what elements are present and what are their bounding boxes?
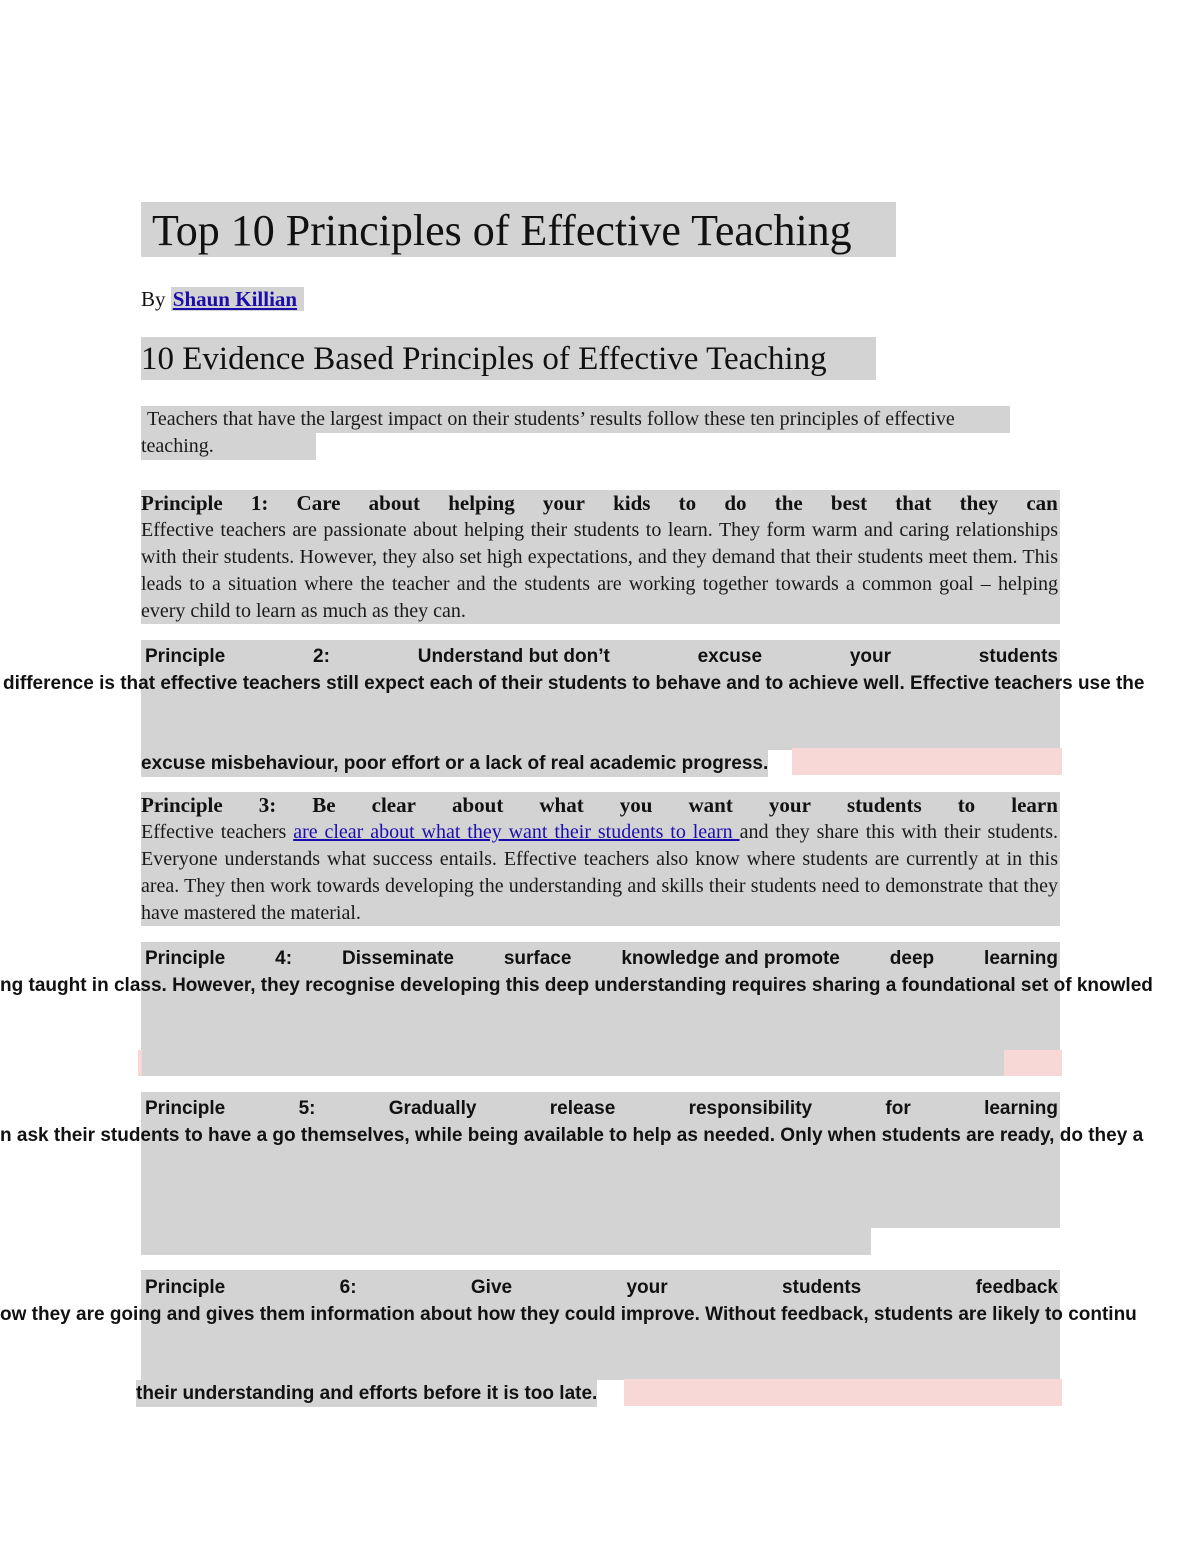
p3-body: Effective teachers are clear about what they want their students to learn and they share this with their students. Everyone understands what success entails. Effective teachers also know where students are currently at in this area. They then work towards developing the understanding and skills their students need to demonstrate that they have mastered the material.: [141, 821, 1059, 924]
p4-heading: Principle 4: Disseminate surface knowledge and promote deep learning: [145, 948, 1058, 969]
p6-last-line: their understanding and efforts before it is too late.: [136, 1380, 597, 1407]
author-highlight: [171, 287, 305, 311]
p4-highlight-bottom: [142, 1050, 1004, 1076]
byline-by: By: [141, 287, 166, 311]
p6-heading: Principle 6: Give your students feedback: [145, 1277, 1058, 1298]
p2-pink-highlight: [792, 748, 1062, 775]
subtitle: 10 Evidence Based Principles of Effective Teaching: [141, 341, 827, 377]
p3-body-link[interactable]: are clear about what they want their students to learn: [293, 821, 740, 843]
p4-overflow-text: ng taught in class. However, they recognise developing this deep understanding requires sharing a foundational set of knowled: [0, 975, 1153, 996]
p5-overflow-text: n ask their students to have a go themselves, while being available to help as needed. Only when students are ready, do they a: [0, 1125, 1144, 1146]
p1-body: Effective teachers are passionate about helping their students to learn. They form warm and caring relationships with their students. However, they also set high expectations, and they demand that their students meet them. This leads to a situation where the teacher and the students are working together towards a common goal – helping every child to learn as much as they can.: [141, 519, 1058, 622]
p5-heading: Principle 5: Gradually release responsibility for learning: [145, 1098, 1058, 1119]
p2-last-line: excuse misbehaviour, poor effort or a lack of real academic progress.: [141, 750, 768, 777]
p2-overflow-text: difference is that effective teachers still expect each of their students to behave and to achieve well. Effective teachers use the: [3, 673, 1145, 694]
p3-heading: Principle 3: Be clear about what you want your students to learn: [141, 793, 1058, 817]
intro-text: Teachers that have the largest impact on their students’ results follow these ten principles of effective teaching.: [141, 408, 955, 457]
p4-pink-right: [1004, 1050, 1062, 1076]
author-link[interactable]: Shaun Killian: [172, 287, 298, 311]
p5-highlight-bottom: [141, 1228, 871, 1255]
page-title: Top 10 Principles of Effective Teaching: [152, 206, 852, 255]
p6-pink-highlight: [624, 1379, 1062, 1406]
p2-heading: Principle 2: Understand but don’t excuse your students: [145, 646, 1058, 667]
p1-heading: Principle 1: Care about helping your kids to do the best that they can: [141, 491, 1058, 515]
p6-overflow-text: ow they are going and gives them information about how they could improve. Without feedback, students are likely to continu: [0, 1304, 1137, 1325]
byline: [141, 285, 304, 313]
